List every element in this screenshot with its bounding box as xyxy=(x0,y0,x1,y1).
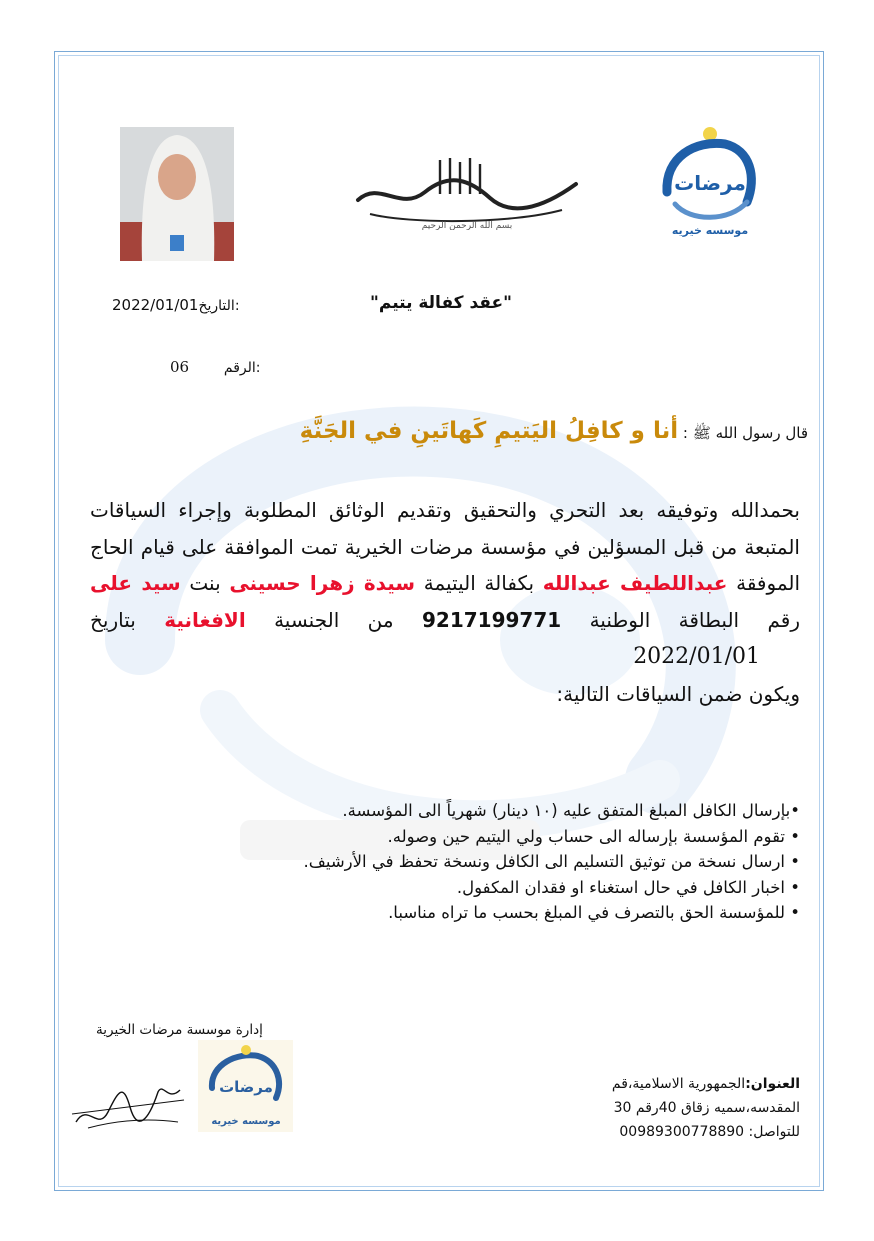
logo-caption: موسسه خیریه xyxy=(671,224,749,237)
body-text-3: بنت xyxy=(189,571,221,595)
contact-line xyxy=(560,1120,800,1144)
condition-item: • ارسال نسخة من توثيق التسليم الى الكافل ونسخة تحفظ في الأرشيف. xyxy=(303,852,800,871)
body-text-4: رقم البطاقة الوطنية xyxy=(589,607,801,632)
charity-logo xyxy=(655,122,765,242)
condition-item: • تقوم المؤسسة بإرساله الى حساب ولي اليتيم حين وصوله. xyxy=(387,826,800,846)
address-line xyxy=(560,1072,800,1120)
hadith-text: أنا و كافِلُ اليَتيمِ كَهاتَينِ في الجَنَّةِ xyxy=(299,418,679,444)
contact-value: 00989300778890 xyxy=(619,1124,745,1140)
logo-text: مرضات xyxy=(674,171,746,195)
condition-item: • اخبار الكافل في حال استغناء او فقدان المكفول. xyxy=(456,877,800,897)
management-label: إدارة موسسة مرضات الخيرية xyxy=(96,1022,263,1038)
orphan-name: سيدة زهرا حسينى xyxy=(229,571,416,595)
condition-item: •بإرسال الكافل المبلغ المتفق عليه (١٠ دينار) شهرياً الى المؤسسة. xyxy=(342,801,800,820)
address-block xyxy=(560,1072,800,1144)
date-row xyxy=(112,296,240,314)
charity-stamp xyxy=(198,1040,293,1132)
contract-title: "عقد كفالة يتيم" xyxy=(370,293,513,313)
date-label: التاريخ: xyxy=(198,298,240,314)
date-value: 2022/01/01 xyxy=(112,296,199,314)
nationality: الافغانية xyxy=(164,607,246,632)
sponsor-name: عبداللطيف عبدالله xyxy=(542,571,728,595)
hadith-line xyxy=(218,418,808,446)
conditions-list xyxy=(140,798,800,926)
orphan-photo xyxy=(120,127,234,261)
stamp-caption: موسسه خیریه xyxy=(211,1116,281,1127)
basmala-text: بسم الله الرحمن الرحيم xyxy=(421,221,513,230)
father-name: سيد على xyxy=(90,571,181,595)
address-label: العنوان: xyxy=(745,1076,800,1092)
contact-label: للتواصل: xyxy=(748,1124,800,1140)
registration-date: 2022/01/01 xyxy=(633,644,760,669)
body-text-1: بحمدالله وتوفيقه بعد التحري والتحقيق وتقديم الوثائق المطلوبة وإجراء السياقات المتبعة من قبل المسؤلين في مؤسسة مرضات الخيرية تمت الموافقة على قيام الحاج الموفقة xyxy=(90,498,801,595)
contract-body xyxy=(90,492,800,712)
basmala-calligraphy xyxy=(350,150,585,230)
body-text-6: بتاريخ xyxy=(90,607,136,632)
number-row xyxy=(170,358,260,376)
stamp-text: مرضات xyxy=(219,1078,273,1096)
body-text-5: من الجنسية xyxy=(274,607,394,632)
body-text-2: بكفالة اليتيمة xyxy=(423,571,535,595)
signature xyxy=(68,1062,188,1142)
number-label: الرقم: xyxy=(223,360,261,376)
hadith-intro: قال رسول الله ﷺ : xyxy=(682,424,808,442)
body-text-7: ويكون ضمن السياقات التالية: xyxy=(556,681,800,706)
id-number: 9217199771 xyxy=(422,607,562,632)
condition-item: • للمؤسسة الحق بالتصرف في المبلغ بحسب ما تراه مناسبا. xyxy=(388,903,800,922)
address-value: الجمهورية الاسلامية،قم المقدسه،سميه زقاق 40رقم 30 xyxy=(611,1076,800,1116)
number-value: 06 xyxy=(170,358,190,376)
